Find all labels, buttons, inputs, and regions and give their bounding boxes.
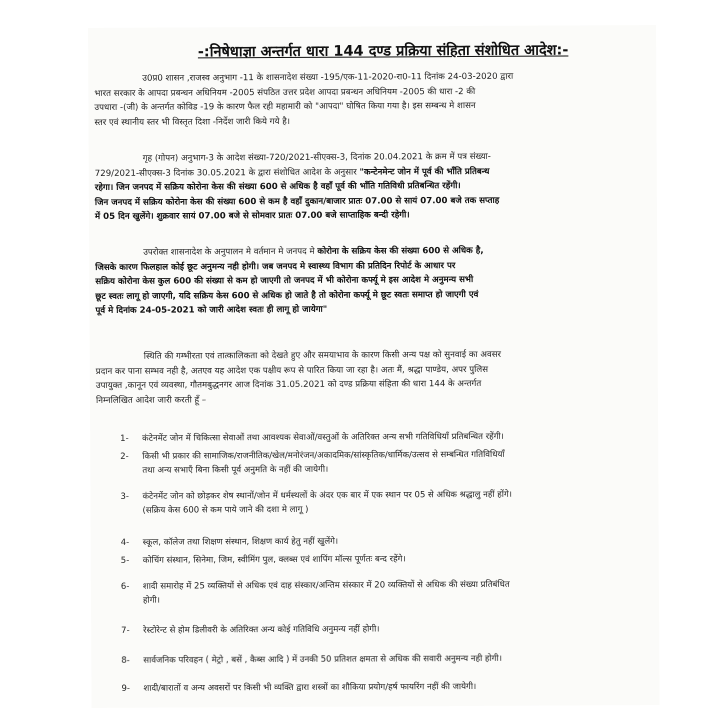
list-item-line: [121, 551, 651, 568]
list-item-number: 1-: [120, 433, 129, 444]
paragraph-line: उपधारा -(जी) के अन्तर्गत कोविड -19 के कारण फैल रही महामारी को "आपदा" घोषित किया गया है। इस सम्बन्ध मे शासन: [94, 101, 476, 114]
list-item-text: (सक्रिय केस 600 से कम पाये जाने की दशा मे लागू ): [142, 504, 309, 516]
document-page: [88, 25, 660, 708]
list-item-line: [121, 679, 651, 696]
paragraph-bold-text: कोरोना के सक्रिय केस की संख्या 600 से अधिक है,: [317, 245, 484, 257]
list-item-text: तथा अन्य सभाएँ बिना किसी पूर्व अनुमति के नहीं की जायेगी।: [142, 464, 329, 476]
list-item: [121, 533, 651, 550]
paragraph-home-department-order: [95, 149, 655, 225]
paragraph-line: प्रदान कर पाना सम्भव नही है, अतएव यह आदेश एक पक्षीय रूप से पारित किया जा रहा है। अतः मैं, श्रद्धा पाण्डेय, अपर पुलिस: [95, 364, 489, 377]
paragraph-bold-text: "कन्टेनमेन्ट जोन में पूर्व की भाँति प्रतिबन्ध: [359, 166, 490, 178]
paragraph-bold-line: सक्रिय कोरोना केस कुल 600 की संख्या से कम हो जाएगी तो जनपद में भी कोरोना कर्फ्यू मे इस आदेश मे अनुमन्य सभी: [95, 275, 474, 288]
paragraph-line: उपायुक्त ,कानून एवं व्यवस्था, गौतमबुद्धनगर आज दिनांक 31.05.2021 को दण्ड प्रक्रिया संहिता की धारा 144 के अन्तर्गत: [95, 379, 482, 392]
list-item-line: [121, 651, 651, 668]
list-item-text: किसी भी प्रकार की सामाजिक/राजनीतिक/खेल/मनोरंजन/अकादमिक/सांस्कृतिक/धार्मिक/उत्सव से सम्बन्धित गतिविधियाँ: [142, 449, 505, 462]
list-item: [121, 679, 651, 696]
paragraph-bold-line: में 05 दिन खुलेंगे। शुक्रवार सायं 07.00 बजे से सोमवार प्रातः 07.00 बजे साप्ताहिक बन्दी रहेगी।: [94, 210, 410, 223]
list-item: [120, 429, 650, 446]
list-item-number: 8-: [121, 655, 130, 666]
list-item: [121, 621, 651, 638]
list-item-text: कंटेनमेंट जोन को छोड़कर शेष स्थानों/जोन में धर्मस्थलों के अंदर एक बार में एक स्थान पर 05 से अधिक श्रद्धालु नहीं होंगे।: [142, 489, 513, 502]
paragraph-bold-line: जिन जनपद में सक्रिय कोरोना केस की संख्या 600 से कम है वहाँ दुकान/बाजार प्रातः 07.00 से सायं 07.00 बजे तक सप्ताह: [94, 195, 500, 208]
list-item: [121, 551, 651, 568]
paragraph-active-cases: [95, 243, 655, 319]
document-title: -:निषेधाज्ञा अन्तर्गत धारा 144 दण्ड प्रक्रिया संहिता संशोधित आदेश:-: [197, 42, 569, 61]
list-item-number: 3-: [120, 491, 129, 502]
list-item-text: होगी।: [142, 595, 160, 606]
list-item: [120, 447, 650, 478]
list-item-number: 9-: [121, 683, 130, 694]
list-item-text: शादी समारोह में 25 व्यक्तियों से अधिक एवं दाह संस्कार/अन्तिम संस्कार में 20 व्यक्तियों से अधिक की संख्या प्रतिबंधित: [142, 579, 510, 592]
paragraph-line: उ0प्र0 शासन ,राजस्व अनुभाग -11 के शासनादेश संख्या -195/एक-11-2020-रा0-11 दिनांक 24-03-2020 द्वारा: [142, 71, 514, 84]
list-item: [121, 577, 651, 608]
list-item-text: सार्वजनिक परिवहन ( मेट्रो , बसें , कैब्स आदि ) में उनकी 50 प्रतिशत क्षमता से अधिक की सवारी अनुमन्य नही होगी।: [143, 653, 502, 666]
list-item: [121, 651, 651, 668]
list-item-text: रेस्टोरेन्ट से होम डिलीवरी के अतिरिक्त अन्य कोई गतिविधि अनुमन्य नहीं होगी।: [143, 624, 380, 636]
list-item: [120, 487, 650, 518]
list-item-text: शादी/बारातों व अन्य अवसरों पर किसी भी व्यक्ति द्वारा शस्त्रों का शौकिया प्रयोग/हर्ष फायरिंग नहीं की जायेगी।: [143, 681, 477, 694]
paragraph-line: स्तर एवं स्थानीय स्तर भी विस्तृत दिशा -निर्देश जारी किये गये है।: [94, 116, 291, 128]
paragraph-line: भारत सरकार के आपदा प्रबन्धन अधिनियम -2005 संपठित उत्तर प्रदेश आपदा प्रबन्धन अधिनियम -2005 की धारा -2 की: [94, 86, 476, 99]
paragraph-bold-line: छूट स्वतः लागू हो जाएगी, यदि सक्रिय केस 600 से अधिक हो जाते है तो कोरोना कर्फ्यू मे छूट स्वतः समाप्त हो जाएगी एवं: [95, 289, 479, 302]
list-item-line: [121, 621, 651, 638]
paragraph-line: स्थिति की गम्भीरता एवं तात्कालिकता को देखते हुए और समयाभाव के कारण किसी अन्य पक्ष को सुनवाई का अवसर: [143, 349, 502, 362]
paragraph-bold-line: रहेगा। जिन जनपद में सक्रिय कोरोना केस की संख्या 600 से अधिक है वहाँ पूर्व की भाँति गतिविधी प्रतिबन्धित रहेंगी।: [94, 181, 461, 194]
paragraph-order-issuance: [96, 347, 656, 408]
list-item-line: [120, 429, 650, 446]
list-item-number: 6-: [120, 581, 130, 592]
paragraph-line: निम्नलिखित आदेश जारी करती हूँ –: [95, 395, 207, 406]
paragraph-text: उपरोक्त शासनादेश के अनुपालन मे वर्तमान मे जनपद मे: [143, 246, 315, 258]
paragraph-text: 729/2021-सीएक्स-3 दिनांक 30.05.2021 के द्वारा संशोधित आदेश के अनुसार: [94, 167, 357, 179]
list-item-text: कोचिंग संस्थान, सिनेमा, जिम, स्वीमिंग पुल, क्लब्स एवं शापिंग मॉल्स पूर्णतः बन्द रहेंगे।: [142, 554, 406, 566]
list-item-text: स्कूल, कॉलेज तथा शिक्षण संस्थान, शिक्षण कार्य हेतु नहीं खुलेंगे।: [142, 536, 339, 548]
list-item-number: 2-: [120, 451, 129, 462]
paragraph-line: गृह (गोपन) अनुभाग-3 के आदेश संख्या-720/2021-सीएक्स-3, दिनांक 20.04.2021 के क्रम में पत्र संख्या-: [142, 151, 491, 164]
list-item-number: 7-: [121, 625, 130, 636]
list-item-number: 5-: [120, 555, 130, 566]
list-item-text: कंटेनमेंट जोन में चिकित्सा सेवाओं तथा आवश्यक सेवाओं/वस्तुओं के अतिरिक्त अन्य सभी गतिविधियाँ प्रतिबन्धित रहेंगी।: [142, 431, 504, 444]
paragraph-bold-line: जिसके कारण फिलहाल कोई छूट अनुमन्य नही होगी। जब जनपद मे स्वास्थ्य विभाग की प्रतिदिन रिपोर्ट के आधार पर: [95, 260, 456, 273]
paragraph-disaster-declaration: [94, 69, 654, 130]
list-item-line: [121, 533, 651, 550]
paragraph-bold-line: पूर्व मे दिनांक 24-05-2021 को जारी आदेश स्वतः ही लागू हो जायेगा": [95, 305, 328, 317]
list-item-number: 4-: [120, 537, 130, 548]
